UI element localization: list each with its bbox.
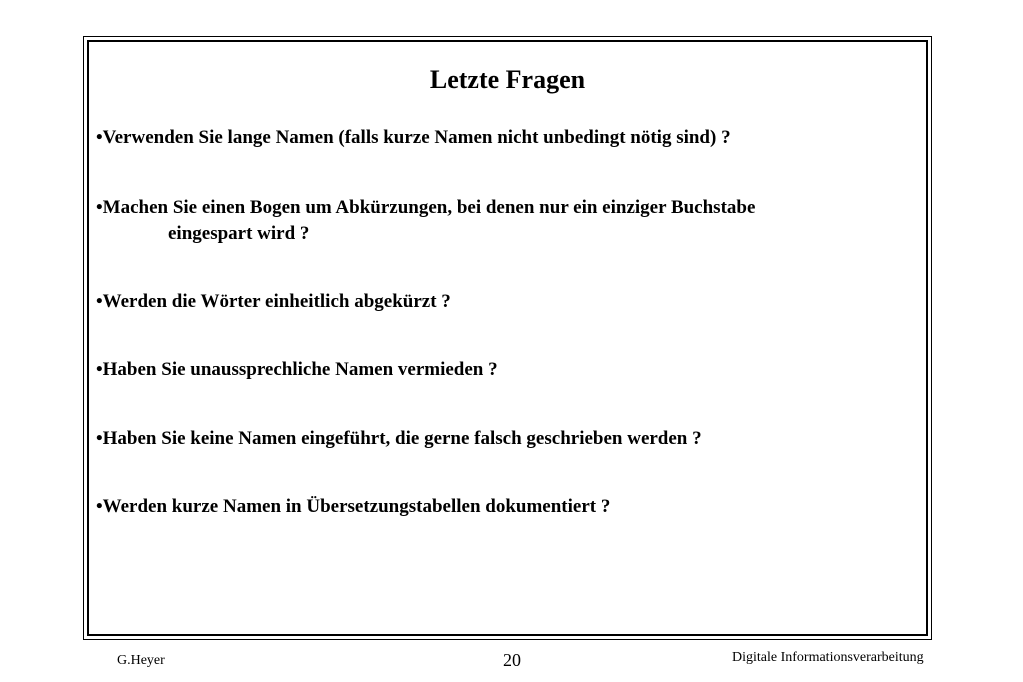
bullet-item-2 xyxy=(96,195,911,247)
slide-title: Letzte Fragen xyxy=(429,65,586,94)
bullet-text-continuation: eingespart wird ? xyxy=(168,223,310,244)
bullet-item-5 xyxy=(96,426,911,452)
bullet-text: •Haben Sie keine Namen eingeführt, die gerne falsch geschrieben werden ? xyxy=(96,428,702,449)
bullet-text: •Werden die Wörter einheitlich abgekürzt ? xyxy=(96,291,451,312)
bullet-item-4 xyxy=(96,357,911,383)
bullet-item-1 xyxy=(96,125,911,151)
bullet-text: •Haben Sie unaussprechliche Namen vermieden ? xyxy=(96,359,498,380)
bullet-item-6 xyxy=(96,494,911,520)
bullet-text: •Werden kurze Namen in Übersetzungstabellen dokumentiert ? xyxy=(96,496,611,517)
bullet-text: •Machen Sie einen Bogen um Abkürzungen, bei denen nur ein einziger Buchstabe xyxy=(96,197,756,218)
bullet-item-3 xyxy=(96,289,911,315)
bullet-text: •Verwenden Sie lange Namen (falls kurze Namen nicht unbedingt nötig sind) ? xyxy=(96,127,731,148)
footer-author: G.Heyer xyxy=(117,653,165,668)
footer-page-number: 20 xyxy=(503,650,521,670)
slide-frame xyxy=(83,36,932,640)
footer-course: Digitale Informationsverarbeitung xyxy=(732,650,924,665)
